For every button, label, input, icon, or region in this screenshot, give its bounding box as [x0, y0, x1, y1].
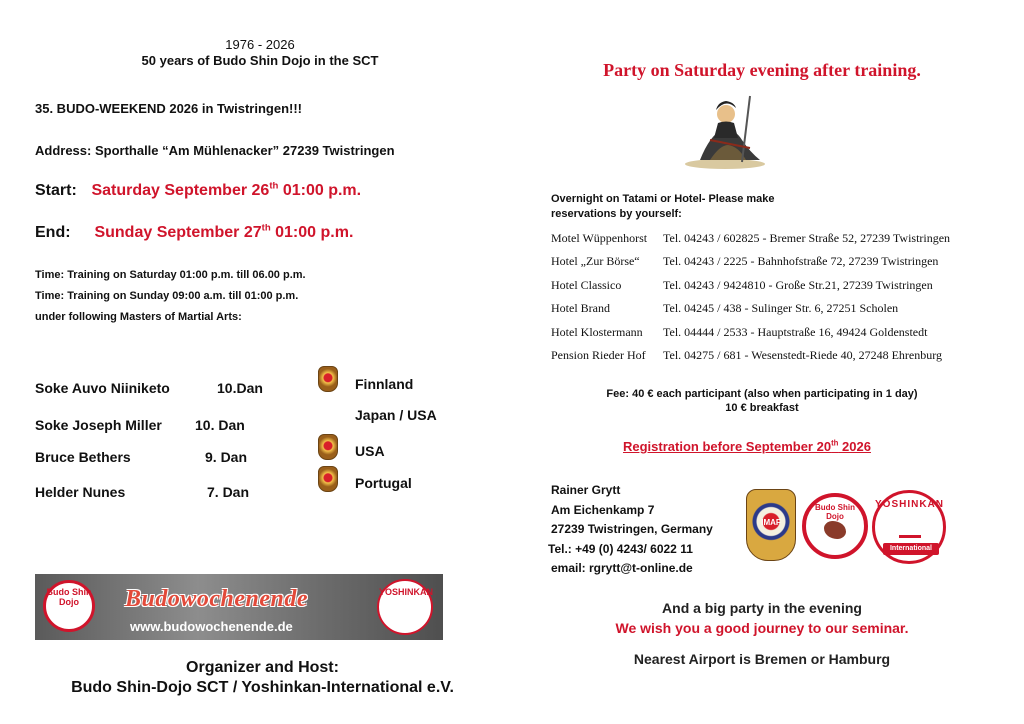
hotel-details: Tel. 04275 / 681 - Wesenstedt-Riede 40, 27248 Ehrenburg: [663, 348, 943, 362]
end-value: Sunday September 27th 01:00 p.m.: [94, 222, 354, 241]
hotel-details: Tel. 04243 / 9424810 - Große Str.21, 27239 Twistringen: [663, 278, 933, 292]
banner-url: www.budowochenende.de: [130, 619, 293, 634]
training-time-sunday: Time: Training on Sunday 09:00 a.m. till 01:00 p.m.: [35, 290, 299, 302]
master-rank: 7. Dan: [207, 484, 250, 500]
start-row: [35, 182, 361, 200]
master-row: [35, 380, 263, 396]
hotel-name: Pension Rieder Hof: [551, 348, 646, 362]
registration-deadline: Registration before September 20th 2026: [623, 438, 871, 454]
budowochenende-banner: [35, 574, 443, 640]
contact-phone: Tel.: +49 (0) 4243/ 6022 11: [548, 542, 693, 556]
master-name: Bruce Bethers: [35, 449, 131, 465]
training-time-saturday: Time: Training on Saturday 01:00 p.m. till 06.00 p.m.: [35, 269, 306, 281]
contact-email[interactable]: email: rgrytt@t-online.de: [551, 561, 693, 575]
master-row: [35, 449, 247, 465]
anniversary-heading: 50 years of Budo Shin Dojo in the SCT: [141, 53, 379, 68]
event-title: 35. BUDO-WEEKEND 2026 in Twistringen!!!: [35, 101, 303, 116]
imaf-logo-icon: IMAF: [746, 489, 796, 561]
organizer-heading: Organizer and Host:: [186, 659, 339, 676]
hotel-row: [551, 231, 950, 246]
contact-city: 27239 Twistringen, Germany: [551, 522, 713, 536]
hotel-row: [551, 348, 942, 363]
emblem-badge-icon: [318, 466, 338, 492]
country-japan-usa: Japan / USA: [355, 407, 437, 423]
years-range: 1976 - 2026: [225, 37, 295, 52]
master-row: [35, 417, 245, 433]
breakfast-fee: 10 € breakfast: [725, 402, 799, 414]
hotel-name: Hotel Klostermann: [551, 325, 643, 339]
contact-name: Rainer Grytt: [551, 483, 621, 497]
lodging-intro: Overnight on Tatami or Hotel- Please make: [551, 193, 775, 205]
end-row: [35, 224, 353, 242]
contact-street: Am Eichenkamp 7: [551, 503, 655, 517]
banner-title: Budowochenende: [125, 586, 309, 612]
master-name: Soke Auvo Niiniketo: [35, 380, 170, 396]
hotel-details: Tel. 04444 / 2533 - Hauptstraße 16, 49424 Goldenstedt: [663, 325, 928, 339]
end-label: End:: [35, 224, 71, 241]
yoshinkan-international-logo-icon: YOSHINKAN International: [872, 490, 946, 564]
airport-note: Nearest Airport is Bremen or Hamburg: [633, 651, 891, 667]
hotel-name: Hotel Brand: [551, 301, 610, 315]
party-note: And a big party in the evening: [662, 600, 862, 616]
master-name: Helder Nunes: [35, 484, 126, 500]
emblem-badge-icon: [318, 434, 338, 460]
start-value: Saturday September 26th 01:00 p.m.: [91, 180, 362, 199]
start-label: Start:: [35, 182, 77, 199]
lodging-intro-2: reservations by yourself:: [551, 208, 682, 220]
organizer-name: Budo Shin-Dojo SCT / Yoshinkan-International e.V.: [71, 679, 454, 696]
master-name: Soke Joseph Miller: [35, 417, 162, 433]
hotel-row: [551, 254, 938, 269]
hotel-details: Tel. 04245 / 438 - Sulinger Str. 6, 27251 Scholen: [663, 301, 899, 315]
master-rank: 10.Dan: [217, 380, 263, 396]
hotel-name: Hotel Classico: [551, 278, 622, 292]
emblem-badge-icon: [318, 366, 338, 392]
master-row: [35, 484, 249, 500]
hotel-details: Tel. 04243 / 2225 - Bahnhofstraße 72, 27239 Twistringen: [663, 254, 939, 268]
hotel-name: Motel Wüppenhorst: [551, 231, 648, 245]
budo-shin-dojo-logo-icon: Budo Shin Dojo: [43, 580, 95, 632]
venue-address: Address: Sporthalle “Am Mühlenacker” 27239 Twistringen: [35, 143, 395, 158]
country-portugal: Portugal: [355, 475, 412, 491]
party-heading: Party on Saturday evening after training.: [603, 60, 921, 80]
country-usa: USA: [355, 443, 385, 459]
budo-shin-dojo-logo-icon: Budo Shin Dojo: [802, 493, 868, 559]
masters-intro: under following Masters of Martial Arts:: [35, 311, 242, 323]
hotel-row: [551, 325, 927, 340]
yoshinkan-logo-icon: YOSHINKAN: [377, 579, 433, 635]
master-rank: 9. Dan: [205, 449, 248, 465]
hotel-row: [551, 278, 933, 293]
hotel-name: Hotel „Zur Börse“: [551, 254, 640, 268]
master-rank: 10. Dan: [195, 417, 245, 433]
hotel-details: Tel. 04243 / 602825 - Bremer Straße 52, 27239 Twistringen: [663, 231, 951, 245]
good-journey-note: We wish you a good journey to our seminar.: [615, 620, 909, 636]
country-finland: Finnland: [355, 376, 414, 392]
fee-line: Fee: 40 € each participant (also when participating in 1 day): [606, 388, 918, 400]
samurai-illustration-icon: [680, 90, 770, 170]
hotel-row: [551, 301, 898, 316]
